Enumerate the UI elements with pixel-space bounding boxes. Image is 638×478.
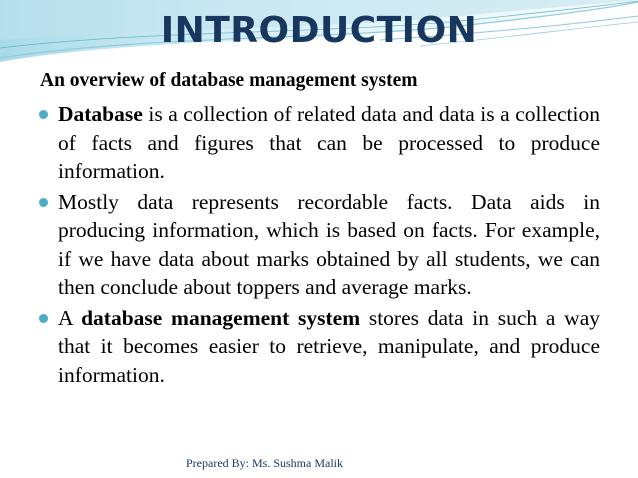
bullet-dot-icon [39, 198, 48, 207]
bullet-text: stores data in such a way that it becomes easier to retrieve, manipulate, and produce information. [58, 305, 600, 387]
bullet-dot-icon [39, 110, 48, 119]
slide-footer: Prepared By: Ms. Sushma Malik [186, 456, 343, 470]
slide-subtitle: An overview of database management system [40, 70, 418, 91]
bullet-item-data [38, 188, 600, 302]
slide-title: INTRODUCTION [160, 10, 478, 51]
bullet-prefix: A [58, 305, 82, 330]
bullet-bold-term: Database [58, 102, 143, 126]
bullet-dot-icon [39, 314, 48, 323]
bullet-item-dbms [38, 304, 600, 390]
bullet-item-database [38, 100, 600, 186]
bullet-bold-term: database management system [81, 305, 361, 330]
bullet-text: is a collection of related data and data is a collection of facts and figures that can be processed to produce information. [58, 102, 600, 183]
bullet-list [38, 100, 600, 391]
bullet-text: Mostly data represents recordable facts. Data aids in producing information, which is based on facts. For example, if we have data about marks obtained by all students, we can then conclude about toppers and average marks. [58, 189, 600, 299]
